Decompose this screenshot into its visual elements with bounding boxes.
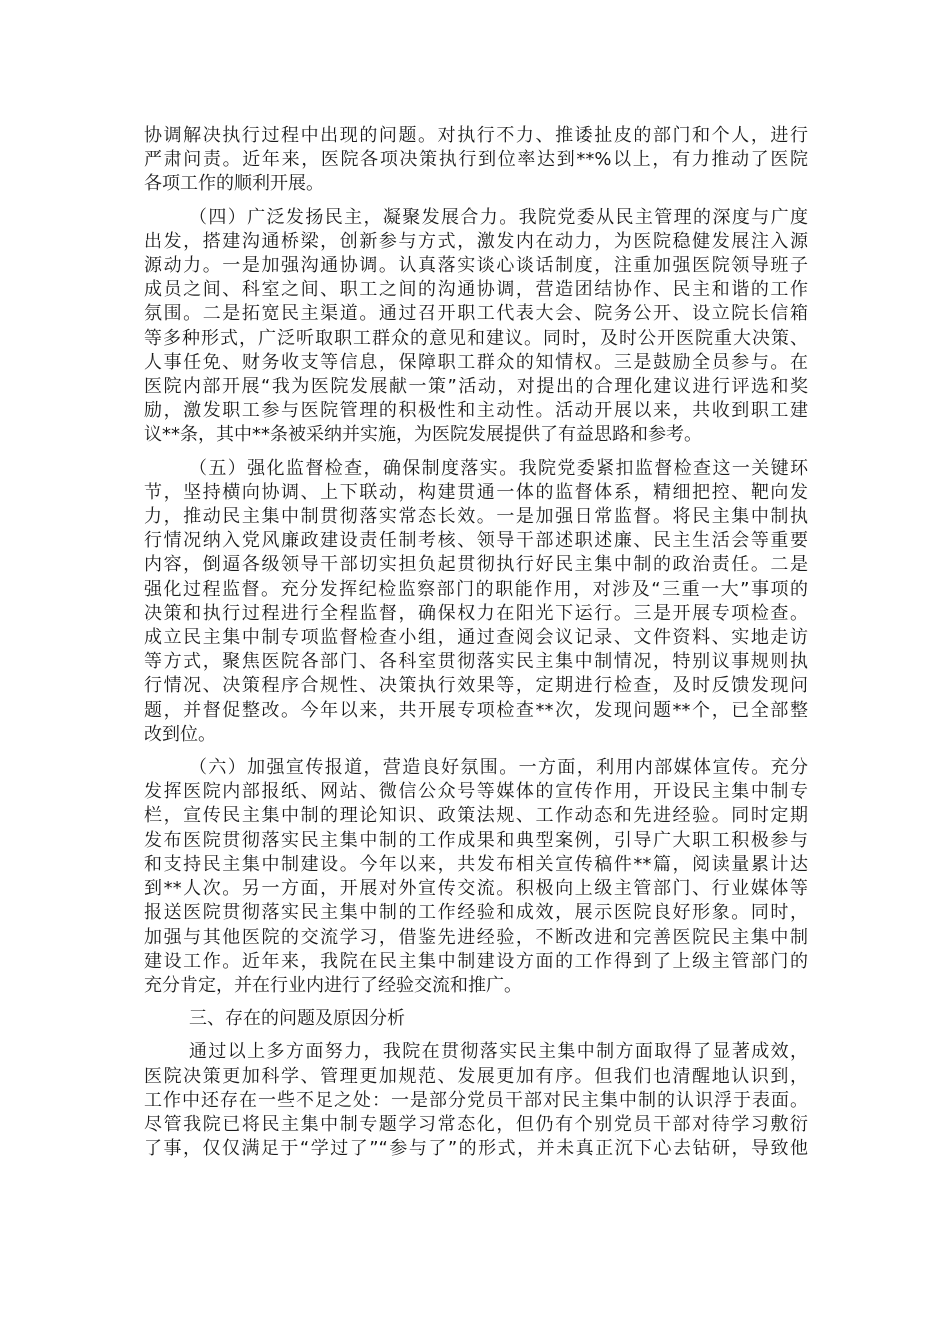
text-line: 建设工作。近年来，我院在民主集中制建设方面的工作得到了上级主管部门的 xyxy=(144,950,808,972)
text-line: 节，坚持横向协调、上下联动，构建贯通一体的监督体系，精细把控、靶向发 xyxy=(144,481,808,503)
section-heading xyxy=(144,1007,808,1031)
paragraph-section-6 xyxy=(144,756,808,998)
heading-text: 三、存在的问题及原因分析 xyxy=(189,1008,405,1030)
text-line: 决策和执行过程进行全程监督，确保权力在阳光下运行。三是开展专项检查。 xyxy=(144,602,808,624)
text-line: 等方式，聚焦医院各部门、各科室贯彻落实民主集中制情况，特别议事规则执 xyxy=(144,651,808,673)
text-line: 医院决策更加科学、管理更加规范、发展更加有序。但我们也清醒地认识到， xyxy=(144,1065,808,1087)
text-line: 工作中还存在一些不足之处：一是部分党员干部对民主集中制的认识浮于表面。 xyxy=(144,1089,808,1111)
text-line: 各项工作的顺利开展。 xyxy=(144,173,324,195)
paragraph-section-4 xyxy=(144,206,808,448)
text-line: （四）广泛发扬民主，凝聚发展合力。我院党委从民主管理的深度与广度 xyxy=(189,206,808,228)
text-line: 了事，仅仅满足于“学过了”“参与了”的形式，并未真正沉下心去钻研，导致他 xyxy=(144,1138,808,1160)
text-line: 励，激发职工参与医院管理的积极性和主动性。活动开展以来，共收到职工建 xyxy=(144,400,808,422)
text-line: 力，推动民主集中制贯彻落实常态长效。一是加强日常监督。将民主集中制执 xyxy=(144,506,808,528)
text-line: 到**人次。另一方面，开展对外宣传交流。积极向上级主管部门、行业媒体等 xyxy=(144,878,808,900)
text-line: 充分肯定，并在行业内进行了经验交流和推广。 xyxy=(144,974,522,996)
text-line: 栏，宣传民主集中制的理论知识、政策法规、工作动态和先进经验。同时定期 xyxy=(144,805,808,827)
paragraph-continuation xyxy=(144,124,808,197)
text-line: 内容，倒逼各级领导干部切实担负起贯彻执行好民主集中制的政治责任。二是 xyxy=(144,554,808,576)
text-line: 强化过程监督。充分发挥纪检监察部门的职能作用，对涉及“三重一大”事项的 xyxy=(144,578,808,600)
text-line: 发布医院贯彻落实民主集中制的工作成果和典型案例，引导广大职工积极参与 xyxy=(144,829,808,851)
text-line: （五）强化监督检查，确保制度落实。我院党委紧扣监督检查这一关键环 xyxy=(189,457,808,479)
text-line: 议**条，其中**条被采纳并实施，为医院发展提供了有益思路和参考。 xyxy=(144,424,702,446)
text-line: （六）加强宣传报道，营造良好氛围。一方面，利用内部媒体宣传。充分 xyxy=(189,757,808,779)
text-line: 改到位。 xyxy=(144,723,216,745)
text-line: 人事任免、财务收支等信息，保障职工群众的知情权。三是鼓励全员参与。在 xyxy=(144,351,808,373)
text-line: 协调解决执行过程中出现的问题。对执行不力、推诿扯皮的部门和个人，进行 xyxy=(144,125,808,146)
text-line: 题，并督促整改。今年以来，共开展专项检查**次，发现问题**个，已全部整 xyxy=(144,699,808,721)
text-line: 报送医院贯彻落实民主集中制的工作经验和成效，展示医院良好形象。同时， xyxy=(144,902,808,924)
text-line: 成立民主集中制专项监督检查小组，通过查阅会议记录、文件资料、实地走访 xyxy=(144,627,808,649)
text-line: 严肃问责。近年来，医院各项决策执行到位率达到**%以上，有力推动了医院 xyxy=(144,149,808,171)
text-line: 尽管我院已将民主集中制专题学习常态化，但仍有个别党员干部对待学习敷衍 xyxy=(144,1113,808,1135)
paragraph-section-5 xyxy=(144,457,808,747)
text-line: 等多种形式，广泛听取职工群众的意见和建议。同时，及时公开医院重大决策、 xyxy=(144,327,808,349)
text-line: 发挥医院内部报纸、网站、微信公众号等媒体的宣传作用，开设民主集中制专 xyxy=(144,781,808,803)
document-body xyxy=(144,124,808,1170)
text-line: 行情况纳入党风廉政建设责任制考核、领导干部述职述廉、民主生活会等重要 xyxy=(144,530,808,552)
text-line: 和支持民主集中制建设。今年以来，共发布相关宣传稿件**篇，阅读量累计达 xyxy=(144,853,808,875)
text-line: 出发，搭建沟通桥梁，创新参与方式，激发内在动力，为医院稳健发展注入源 xyxy=(144,230,808,252)
text-line: 氛围。二是拓宽民主渠道。通过召开职工代表大会、院务公开、设立院长信箱 xyxy=(144,303,808,325)
text-line: 行情况、决策程序合规性、决策执行效果等，定期进行检查，及时反馈发现问 xyxy=(144,675,808,697)
text-line: 通过以上多方面努力，我院在贯彻落实民主集中制方面取得了显著成效， xyxy=(189,1041,808,1063)
text-line: 成员之间、科室之间、职工之间的沟通协调，营造团结协作、民主和谐的工作 xyxy=(144,279,808,301)
text-line: 源动力。一是加强沟通协调。认真落实谈心谈话制度，注重加强医院领导班子 xyxy=(144,255,808,277)
text-line: 加强与其他医院的交流学习，借鉴先进经验，不断改进和完善医院民主集中制 xyxy=(144,926,808,948)
text-line: 医院内部开展“我为医院发展献一策”活动，对提出的合理化建议进行评选和奖 xyxy=(144,376,808,398)
paragraph-problems xyxy=(144,1040,808,1161)
